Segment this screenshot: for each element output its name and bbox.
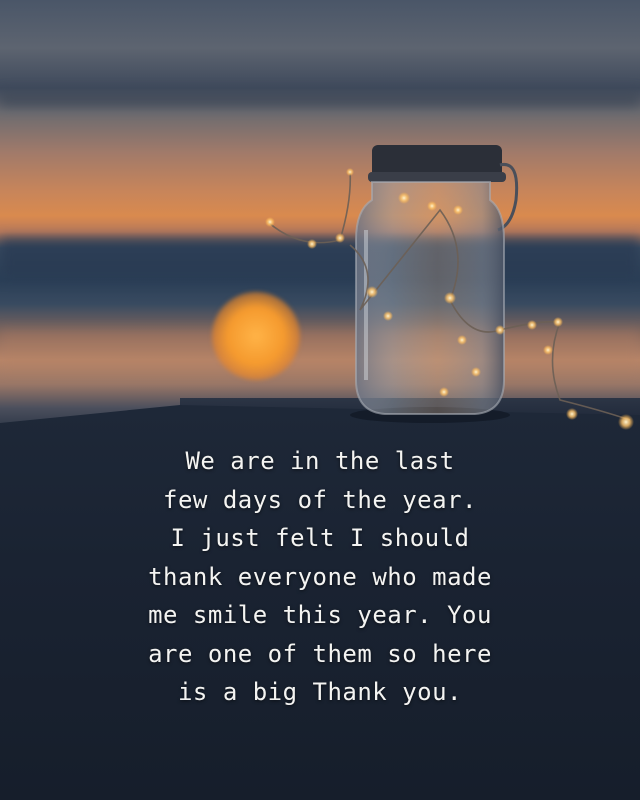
quote-line: me smile this year. You <box>148 601 492 629</box>
quote-line: thank everyone who made <box>148 562 492 591</box>
jar-lid-rim <box>368 172 506 182</box>
quote-line: I just felt I should <box>170 524 470 552</box>
quote-text <box>80 442 560 712</box>
quote-line: few days of the year. <box>163 485 477 514</box>
quote-line: are one of them so here <box>148 639 492 668</box>
jar-glass-body <box>356 182 504 414</box>
quote-line: We are in the last <box>185 447 455 475</box>
quote-line: is a big Thank you. <box>177 678 463 706</box>
